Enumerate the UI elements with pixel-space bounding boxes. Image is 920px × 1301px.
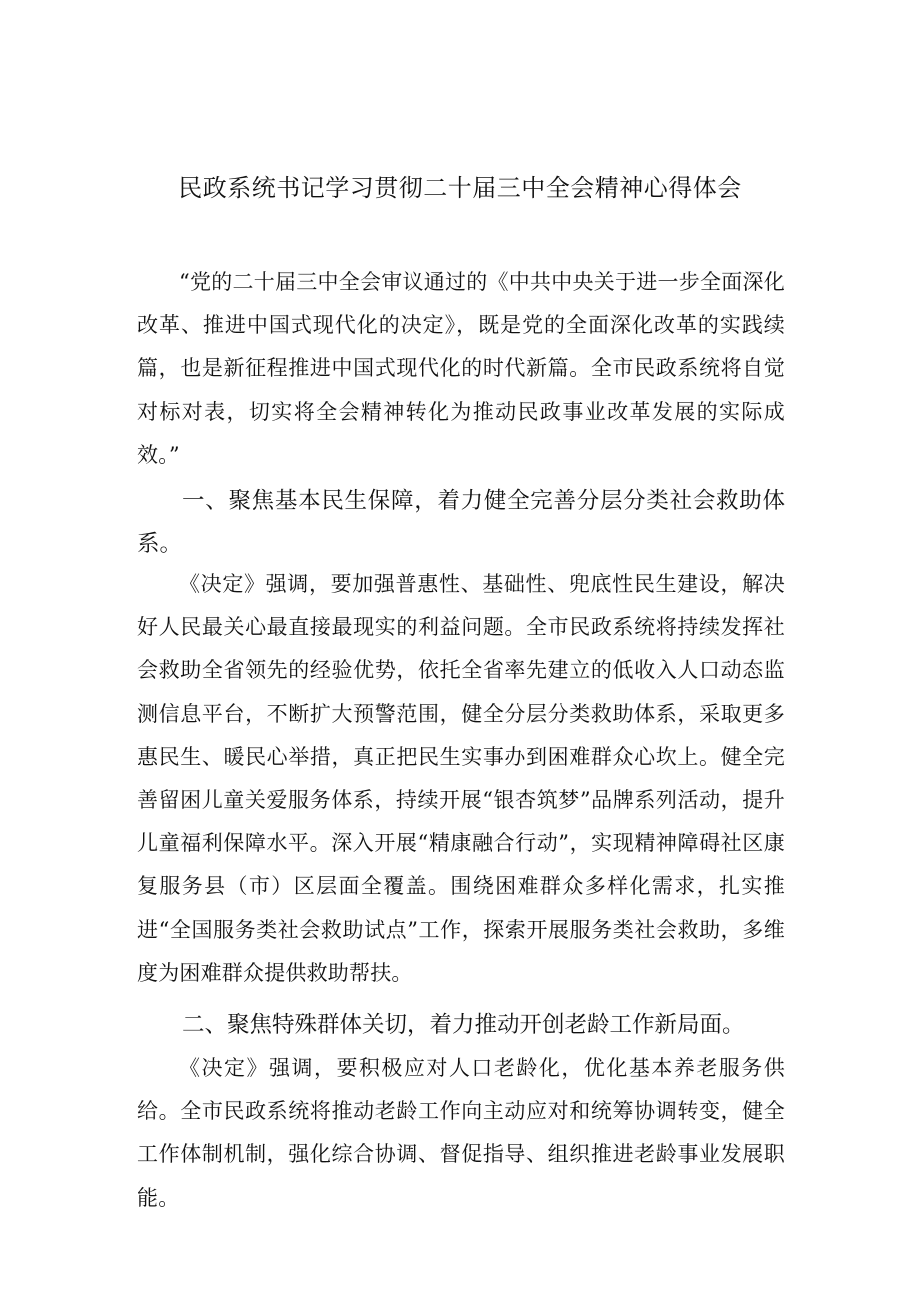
section-paragraph-2: 《决定》强调，要积极应对人口老龄化，优化基本养老服务供给。全市民政系统将推动老龄工作向主动应对和统筹协调转变，健全工作体制机制，强化综合协调、督促指导、组织推进老龄事业发展职能。: [137, 1056, 785, 1210]
section-heading-2: 二、聚焦特殊群体关切，着力推动开创老龄工作新局面。: [182, 1012, 745, 1038]
section-paragraph-1: 《决定》强调，要加强普惠性、基础性、兜底性民生建设，解决好人民最关心最直接最现实的利益问题。全市民政系统将持续发挥社会救助全省领先的经验优势，依托全省率先建立的低收入人口动态监测信息平台，不断扩大预警范围，健全分层分类救助体系，采取更多惠民生、暖民心举措，真正把民生实事办到困难群众心坎上。健全完善留困儿童关爱服务体系，持续开展“银杏筑梦”品牌系列活动，提升儿童福利保障水平。深入开展“精康融合行动”，实现精神障碍社区康复服务县（市）区层面全覆盖。围绕困难群众多样化需求，扎实推进“全国服务类社会救助试点”工作，探索开展服务类社会救助，多维度为困难群众提供救助帮扶。: [137, 572, 785, 985]
intro-paragraph: “党的二十届三中全会审议通过的《中共中央关于进一步全面深化改革、推进中国式现代化的决定》，既是党的全面深化改革的实践续篇，也是新征程推进中国式现代化的时代新篇。全市民政系统将自觉对标对表，切实将全会精神转化为推动民政事业改革发展的实际成效。”: [137, 270, 785, 467]
section-heading-1: 一、聚焦基本民生保障，着力健全完善分层分类社会救助体系。: [137, 488, 785, 557]
document-title: 民政系统书记学习贯彻二十届三中全会精神心得体会: [178, 174, 742, 202]
